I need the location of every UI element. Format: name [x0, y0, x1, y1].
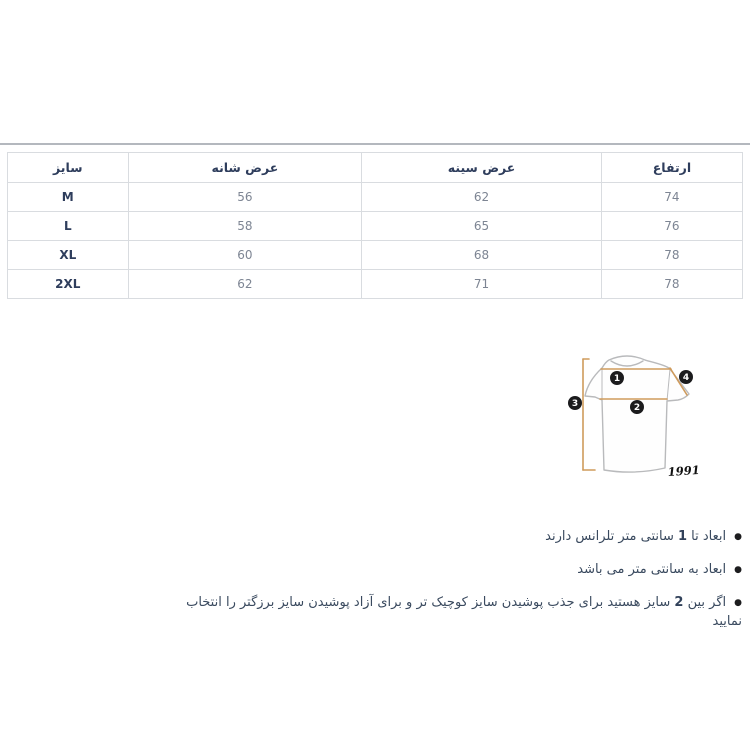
size-value: XL: [8, 241, 129, 270]
note-text: سایز هستید برای جذب پوشیدن سایز کوچیک تر و برای آزاد پوشیدن سایز برزگتر را انتخاب نمایید: [186, 595, 742, 629]
top-separator-line: [0, 143, 750, 145]
brand-logo-1991: 1991: [667, 462, 701, 479]
height-value: 78: [601, 241, 742, 270]
header-size: سایز: [8, 153, 129, 183]
note-text: ابعاد به سانتی متر می باشد: [577, 562, 727, 577]
height-value: 74: [601, 183, 742, 212]
table-row: [8, 183, 743, 212]
chest-value: 62: [362, 183, 602, 212]
note-text: سانتی متر تلرانس دارند: [545, 529, 678, 544]
chest-value: 68: [362, 241, 602, 270]
table-header-row: [8, 153, 743, 183]
marker-2-chest: [630, 400, 644, 414]
note-between-sizes: [182, 593, 742, 631]
bullet-icon: ●: [734, 565, 742, 575]
table-row: [8, 270, 743, 299]
marker-1-shoulder: [610, 371, 624, 385]
marker-4-label: 4: [682, 373, 690, 384]
height-value: 76: [601, 212, 742, 241]
marker-3-label: 3: [571, 399, 579, 410]
shoulder-value: 62: [128, 270, 362, 299]
chest-value: 71: [362, 270, 602, 299]
height-value: 78: [601, 270, 742, 299]
bullet-icon: ●: [734, 598, 742, 608]
size-value: L: [8, 212, 129, 241]
size-value: M: [8, 183, 129, 212]
tshirt-measurement-diagram: [566, 346, 704, 496]
shoulder-value: 60: [128, 241, 362, 270]
shoulder-value: 56: [128, 183, 362, 212]
table-row: [8, 212, 743, 241]
marker-1-label: 1: [613, 374, 621, 385]
table-row: [8, 241, 743, 270]
note-units: [182, 560, 742, 579]
note-text: ابعاد تا: [687, 529, 727, 544]
marker-4-sleeve: [679, 370, 693, 384]
note-number: 2: [674, 595, 684, 610]
notes-list: [182, 527, 742, 645]
marker-2-label: 2: [633, 403, 641, 414]
note-text: اگر بین: [683, 595, 727, 610]
marker-3-height: [568, 396, 582, 410]
header-height: ارتفاع: [601, 153, 742, 183]
size-chart-table: [7, 152, 743, 299]
note-number: 1: [677, 529, 688, 544]
note-tolerance: [182, 527, 742, 546]
chest-value: 65: [362, 212, 602, 241]
header-chest-width: عرض سینه: [362, 153, 602, 183]
shoulder-value: 58: [128, 212, 362, 241]
size-value: 2XL: [8, 270, 129, 299]
header-shoulder-width: عرض شانه: [128, 153, 362, 183]
bullet-icon: ●: [734, 532, 742, 542]
